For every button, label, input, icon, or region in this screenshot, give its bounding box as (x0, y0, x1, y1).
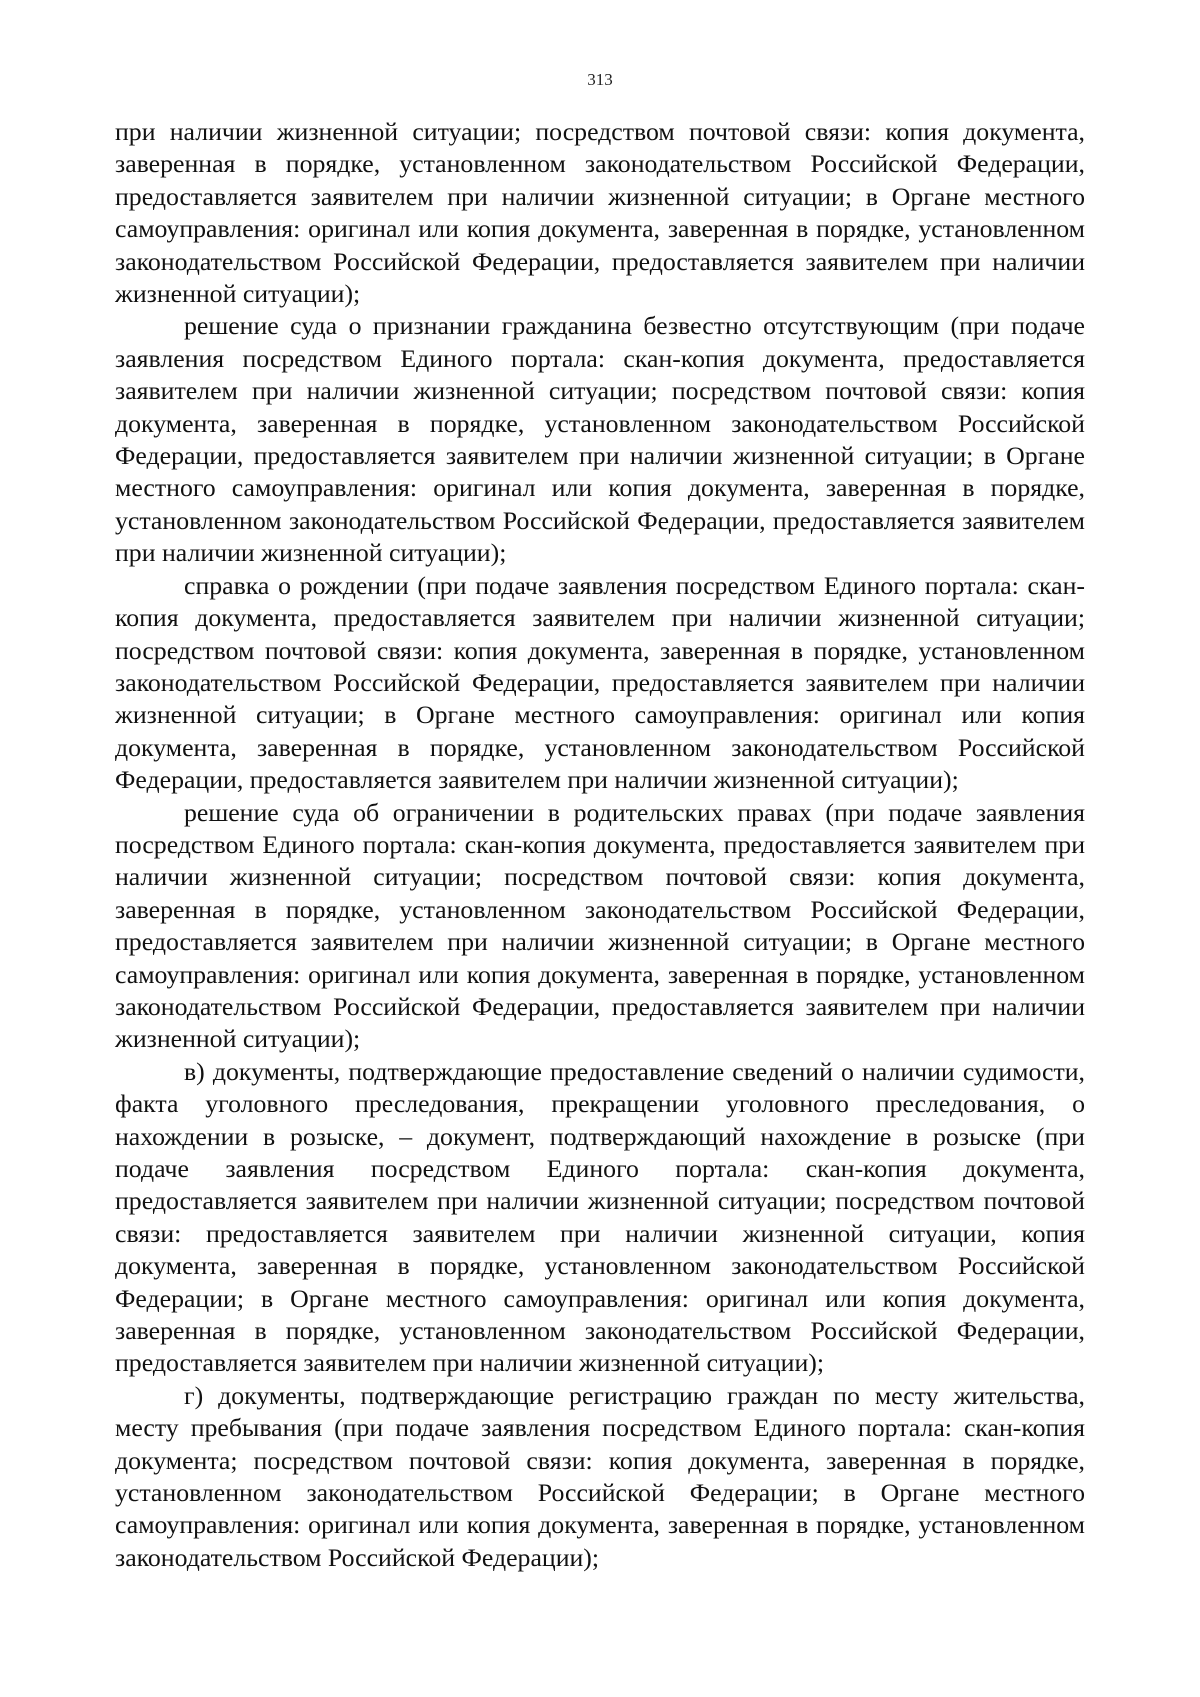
document-body (115, 116, 1085, 1574)
paragraph-continuation: при наличии жизненной ситуации; посредством почтовой связи: копия документа, заверенная в порядке, установленном законодательством Российской Федерации, предоставляется заявителем при наличии жизненной ситуации; в Органе местного самоуправления: оригинал или копия документа, заверенная в порядке, установленном законодательством Российской Федерации, предоставляется заявителем при наличии жизненной ситуации); (115, 117, 1085, 309)
page-number: 313 (587, 70, 613, 89)
paragraph-parental-rights-restriction: решение суда об ограничении в родительских правах (при подаче заявления посредством Единого портала: скан-копия документа, предоставляется заявителем при наличии жизненной ситуации; посредством почтовой связи: копия документа, заверенная в порядке, установленном законодательством Российской Федерации, предоставляется заявителем при наличии жизненной ситуации; в Органе местного самоуправления: оригинал или копия документа, заверенная в порядке, установленном законодательством Российской Федерации, предоставляется заявителем при наличии жизненной ситуации); (115, 797, 1085, 1054)
paragraph-missing-person-decision: решение суда о признании гражданина безвестно отсутствующим (при подаче заявления посредством Единого портала: скан-копия документа, предоставляется заявителем при наличии жизненной ситуации; посредством почтовой связи: копия документа, заверенная в порядке, установленном законодательством Российской Федерации, предоставляется заявителем при наличии жизненной ситуации; в Органе местного самоуправления: оригинал или копия документа, заверенная в порядке, установленном законодательством Российской Федерации, предоставляется заявителем при наличии жизненной ситуации); (115, 311, 1085, 568)
paragraph-registration-documents: г) документы, подтверждающие регистрацию граждан по месту жительства, месту пребывания (при подаче заявления посредством Единого портала: скан-копия документа; посредством почтовой связи: копия документа, заверенная в порядке, установленном законодательством Российской Федерации; в Органе местного самоуправления: оригинал или копия документа, заверенная в порядке, установленном законодательством Российской Федерации); (115, 1380, 1085, 1572)
paragraph-birth-certificate: справка о рождении (при подаче заявления посредством Единого портала: скан-копия документа, предоставляется заявителем при наличии жизненной ситуации; посредством почтовой связи: копия документа, заверенная в порядке, установленном законодательством Российской Федерации, предоставляется заявителем при наличии жизненной ситуации; в Органе местного самоуправления: оригинал или копия документа, заверенная в порядке, установленном законодательством Российской Федерации, предоставляется заявителем при наличии жизненной ситуации); (115, 570, 1085, 795)
paragraph-criminal-record-documents: в) документы, подтверждающие предоставление сведений о наличии судимости, факта уголовного преследования, прекращении уголовного преследования, о нахождении в розыске, – документ, подтверждающий нахождение в розыске (при подаче заявления посредством Единого портала: скан-копия документа, предоставляется заявителем при наличии жизненной ситуации; посредством почтовой связи: предоставляется заявителем при наличии жизненной ситуации, копия документа, заверенная в порядке, установленном законодательством Российской Федерации; в Органе местного самоуправления: оригинал или копия документа, заверенная в порядке, установленном законодательством Российской Федерации, предоставляется заявителем при наличии жизненной ситуации); (115, 1056, 1085, 1378)
